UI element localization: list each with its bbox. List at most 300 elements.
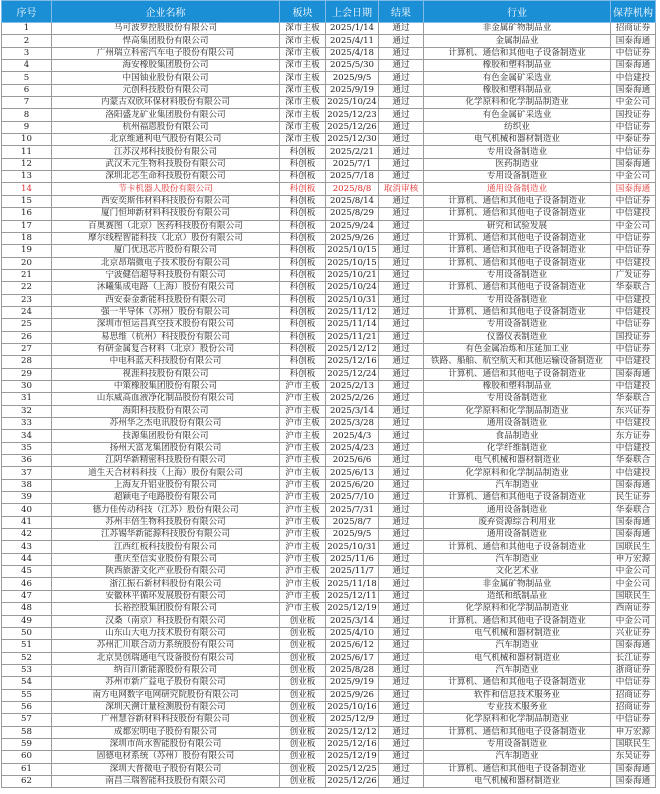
row-index: 50 [2,627,52,639]
sponsor: 兴业证券 [611,627,656,639]
company-name: 江阴华新精密科技股份有限公司 [52,455,280,467]
industry: 铁路、船舶、航空航天和其他运输设备制造业 [424,356,611,368]
result: 通过 [379,282,424,294]
row-index: 49 [2,615,52,627]
result: 通过 [379,504,424,516]
board: 科创板 [280,319,326,331]
sponsor: 中金公司 [611,566,656,578]
row-index: 61 [2,763,52,775]
result: 通过 [379,121,424,133]
company-name: 深圳市尚水智能股份有限公司 [52,738,280,750]
row-index: 29 [2,368,52,380]
table-row [2,282,656,294]
row-index: 1 [2,23,52,35]
company-name: 安徽林平循环发展股份有限公司 [52,590,280,602]
review-date: 2025/9/24 [326,220,379,232]
sponsor: 中信建投 [611,306,656,318]
industry: 橡胶和塑料制品业 [424,84,611,96]
board: 创业板 [280,664,326,676]
table-row [2,294,656,306]
result: 通过 [379,60,424,72]
table-row [2,467,656,479]
review-date: 2025/6/20 [326,479,379,491]
result: 通过 [379,442,424,454]
sponsor: 国泰海通 [611,183,656,195]
row-index: 3 [2,47,52,59]
company-name: 宁波健信超导科技股份有限公司 [52,269,280,281]
industry: 计算机、通信和其他电子设备制造业 [424,282,611,294]
sponsor: 国泰海通 [611,368,656,380]
sponsor: 中信建投 [611,208,656,220]
table-row [2,121,656,133]
board: 深市主板 [280,109,326,121]
row-index: 43 [2,541,52,553]
board: 科创板 [280,306,326,318]
industry: 计算机、通信和其他电子设备制造业 [424,492,611,504]
company-name: 固德电材系统（苏州）股份有限公司 [52,751,280,763]
result: 通过 [379,294,424,306]
sponsor: 国泰海通 [611,60,656,72]
industry: 通用设备制造业 [424,418,611,430]
result: 通过 [379,640,424,652]
sponsor: 中信建投 [611,467,656,479]
company-name: 中电科蓝天科技股份有限公司 [52,356,280,368]
table-row [2,442,656,454]
review-date: 2025/12/26 [327,121,377,132]
industry: 专用设备制造业 [424,393,611,405]
industry: 计算机、通信和其他电子设备制造业 [424,541,611,553]
review-date: 2025/11/7 [326,566,379,578]
result: 通过 [379,479,424,491]
company-name: 元创科技股份有限公司 [52,84,280,96]
review-date: 2025/2/13 [326,380,379,392]
industry: 计算机、通信和其他电子设备制造业 [424,306,611,318]
sponsor: 华泰联合 [611,282,656,294]
row-index: 52 [2,652,52,664]
review-date: 2025/3/14 [326,405,379,417]
sponsor: 中信建投 [611,72,656,84]
result: 通过 [379,664,424,676]
sponsor: 国联民生 [611,541,656,553]
sponsor: 东兴证券 [611,405,656,417]
industry: 研究和试验发展 [424,220,611,232]
board: 深市主板 [280,60,326,72]
table-row [2,158,656,170]
result: 通过 [379,541,424,553]
result: 通过 [379,677,424,689]
board: 科创板 [280,343,326,355]
company-name: 广州慧谷新材料科技股份有限公司 [52,714,280,726]
row-index: 53 [2,664,52,676]
company-name: 易思维（杭州）科技股份有限公司 [52,331,280,343]
review-date: 2025/4/11 [326,35,379,47]
table-row [2,319,656,331]
table-row [2,492,656,504]
result: 通过 [379,134,424,146]
table-row [2,171,656,183]
sponsor: 华泰联合 [611,504,656,516]
company-name: 内蒙古双欣环保材料股份有限公司 [52,97,280,109]
row-index: 23 [2,294,52,306]
row-index: 46 [2,578,52,590]
row-index: 37 [2,467,52,479]
table-row [2,380,656,392]
company-name: 江西红板科技股份有限公司 [52,541,280,553]
sponsor: 国泰海通 [611,516,656,528]
table-row [2,751,656,763]
company-name: 摩尔线程智能科技（北京）股份有限公司 [52,232,280,244]
sponsor: 国泰海通 [611,35,656,47]
table-row [2,208,656,220]
industry: 专用设备制造业 [424,269,611,281]
industry: 专用设备制造业 [424,171,611,183]
review-date: 2025/9/19 [326,84,379,96]
row-index: 20 [2,257,52,269]
row-index: 41 [2,516,52,528]
row-index: 19 [2,245,52,257]
industry: 专用设备制造业 [424,146,611,158]
table-row [2,356,656,368]
sponsor: 华泰联合 [611,455,656,467]
result: 通过 [379,146,424,158]
row-index: 62 [2,775,52,787]
row-index: 2 [2,35,52,47]
result: 通过 [379,47,424,59]
result: 通过 [379,418,424,430]
industry: 专用设备制造业 [424,294,611,306]
result: 通过 [379,455,424,467]
company-name: 广州瑞立科密汽车电子股份有限公司 [52,47,280,59]
table-row [2,146,656,158]
table-row [2,652,656,664]
row-index: 5 [2,72,52,84]
industry: 计算机、通信和其他电子设备制造业 [424,245,611,257]
row-index: 8 [2,109,52,121]
industry: 计算机、通信和其他电子设备制造业 [424,726,611,738]
table-row [2,245,656,257]
sponsor: 中金公司 [611,171,656,183]
result: 通过 [379,689,424,701]
industry: 计算机、通信和其他电子设备制造业 [424,615,611,627]
review-date: 2025/7/18 [326,171,379,183]
company-name: 超颖电子电路股份有限公司 [52,492,280,504]
industry: 有色金属矿采选业 [424,72,611,84]
table-row [2,47,656,59]
result: 通过 [379,171,424,183]
table-row [2,418,656,430]
board: 科创板 [280,232,326,244]
row-index: 35 [2,442,52,454]
review-date: 2025/12/26 [327,776,377,787]
table-row [2,430,656,442]
sponsor: 国泰海通 [611,640,656,652]
company-name: 西安奕斯伟材料科技股份有限公司 [52,195,280,207]
industry: 医药制造业 [424,158,611,170]
row-index: 11 [2,146,52,158]
industry: 计算机、通信和其他电子设备制造业 [424,208,611,220]
sponsor: 中信建投 [611,442,656,454]
board: 科创板 [280,220,326,232]
review-date: 2025/7/31 [326,504,379,516]
result: 通过 [379,306,424,318]
industry: 汽车制造业 [424,553,611,565]
review-date: 2025/12/24 [327,368,377,379]
sponsor: 申万宏源 [611,726,656,738]
row-index: 10 [2,134,52,146]
review-date: 2025/8/7 [326,516,379,528]
row-index: 60 [2,751,52,763]
result: 通过 [379,380,424,392]
review-date: 2025/12/19 [327,751,377,762]
review-date: 2025/12/16 [327,739,377,750]
table-row [2,516,656,528]
review-date: 2025/12/16 [327,356,377,367]
result: 通过 [379,615,424,627]
sponsor: 中信证券 [611,232,656,244]
result: 通过 [379,726,424,738]
review-date: 2025/4/23 [326,442,379,454]
result: 通过 [379,467,424,479]
table-row [2,677,656,689]
industry: 计算机、通信和其他电子设备制造业 [424,257,611,269]
row-index: 14 [2,183,52,195]
sponsor: 国投证券 [611,109,656,121]
sponsor: 国泰海通 [611,84,656,96]
row-index: 28 [2,356,52,368]
review-date: 2025/12/25 [327,763,377,774]
industry: 计算机、通信和其他电子设备制造业 [424,195,611,207]
sponsor: 中信建投 [611,418,656,430]
review-date: 2025/11/6 [326,553,379,565]
review-date: 2025/12/12 [327,344,377,355]
review-date: 2025/4/10 [326,627,379,639]
review-date: 2025/10/15 [327,245,377,256]
board: 科创板 [280,257,326,269]
sponsor: 长江证券 [611,652,656,664]
industry: 橡胶和塑料制品业 [424,380,611,392]
row-index: 17 [2,220,52,232]
industry: 汽车制造业 [424,640,611,652]
sponsor: 国泰海通 [611,775,656,787]
result: 通过 [379,319,424,331]
review-date: 2025/11/14 [327,319,377,330]
industry: 化学原料和化学制品制造业 [424,97,611,109]
review-date: 2025/2/26 [326,393,379,405]
board: 科创板 [280,171,326,183]
board: 深市主板 [280,35,326,47]
board: 创业板 [280,677,326,689]
sponsor: 中泰证券 [611,134,656,146]
table-row [2,479,656,491]
result: 通过 [379,220,424,232]
result: 通过 [379,232,424,244]
result: 通过 [379,245,424,257]
sponsor: 中信证券 [611,343,656,355]
review-date: 2025/8/8 [326,183,379,195]
company-name: 山东山大电力技术股份有限公司 [52,627,280,639]
industry: 通用设备制造业 [424,529,611,541]
review-date: 2025/10/31 [327,541,377,552]
result: 通过 [379,714,424,726]
board: 创业板 [280,726,326,738]
company-name: 扬州天富龙集团股份有限公司 [52,442,280,454]
table-row [2,738,656,750]
board: 沪市主板 [280,492,326,504]
review-date: 2025/12/12 [327,726,377,737]
board: 深市主板 [280,134,326,146]
row-index: 21 [2,269,52,281]
company-name: 深圳天溯计量检测股份有限公司 [52,701,280,713]
sponsor: 国联民生 [611,590,656,602]
review-date: 2025/8/29 [326,208,379,220]
board: 沪市主板 [280,541,326,553]
table-row [2,257,656,269]
company-name: 北京昊创瑞通电气设备股份有限公司 [52,652,280,664]
header-index: 序号 [2,1,52,23]
result: 通过 [379,516,424,528]
review-date: 2025/9/5 [326,72,379,84]
result: 通过 [379,393,424,405]
board: 沪市主板 [280,380,326,392]
table-row [2,763,656,775]
row-index: 51 [2,640,52,652]
board: 沪市主板 [280,590,326,602]
board: 深市主板 [280,72,326,84]
board: 科创板 [280,269,326,281]
review-date: 2025/7/10 [326,492,379,504]
review-date: 2025/12/11 [327,590,377,601]
header-result: 结果 [379,1,424,23]
board: 科创板 [280,331,326,343]
company-name: 南昌三瑞智能科技股份有限公司 [52,775,280,787]
result: 通过 [379,35,424,47]
board: 深市主板 [280,84,326,96]
row-index: 24 [2,306,52,318]
table-row [2,664,656,676]
row-index: 47 [2,590,52,602]
review-date: 2025/2/21 [326,146,379,158]
row-index: 22 [2,282,52,294]
result: 通过 [379,195,424,207]
sponsor: 国联民生 [611,738,656,750]
row-index: 57 [2,714,52,726]
company-name: 杭州福恩股份有限公司 [52,121,280,133]
board: 沪市主板 [280,566,326,578]
sponsor: 国泰海通 [611,158,656,170]
company-name: 成都宏明电子股份有限公司 [52,726,280,738]
review-date: 2025/12/19 [327,603,377,614]
industry: 金属制品业 [424,35,611,47]
review-date: 2025/7/1 [326,158,379,170]
review-date: 2025/8/28 [326,664,379,676]
result: 通过 [379,331,424,343]
board: 科创板 [280,356,326,368]
company-name: 南方电网数字电网研究院股份有限公司 [52,689,280,701]
review-date: 2025/6/17 [326,652,379,664]
result: 通过 [379,208,424,220]
row-index: 44 [2,553,52,565]
sponsor: 招商证券 [611,701,656,713]
table-row [2,615,656,627]
result: 通过 [379,652,424,664]
row-index: 54 [2,677,52,689]
industry: 仪器仪表制造业 [424,331,611,343]
row-index: 31 [2,393,52,405]
industry: 电气机械和器材制造业 [424,134,611,146]
sponsor: 中信证券 [611,146,656,158]
row-index: 12 [2,158,52,170]
review-date: 2025/10/24 [327,282,377,293]
result: 通过 [379,553,424,565]
result: 通过 [379,97,424,109]
row-index: 13 [2,171,52,183]
industry: 废弃资源综合利用业 [424,516,611,528]
board: 科创板 [280,146,326,158]
review-date: 2025/6/12 [326,640,379,652]
row-index: 7 [2,97,52,109]
table-row [2,775,656,787]
industry: 电气机械和器材制造业 [424,775,611,787]
industry: 计算机、通信和其他电子设备制造业 [424,47,611,59]
table-row [2,183,656,195]
table-row [2,553,656,565]
review-date: 2025/12/9 [326,714,379,726]
table-row [2,726,656,738]
header-company: 企业名称 [52,1,280,23]
table-row [2,134,656,146]
header-date: 上会日期 [326,1,379,23]
board: 创业板 [280,689,326,701]
board: 沪市主板 [280,442,326,454]
company-name: 深圳北芯生命科技股份有限公司 [52,171,280,183]
table-row [2,689,656,701]
result: 通过 [379,84,424,96]
company-name: 强一半导体（苏州）股份有限公司 [52,306,280,318]
board: 沪市主板 [280,479,326,491]
company-name: 厦门优迅芯片股份有限公司 [52,245,280,257]
result: 通过 [379,590,424,602]
table-row [2,331,656,343]
company-name: 洛阳盛龙矿业集团股份有限公司 [52,109,280,121]
company-name: 中策橡胶集团股份有限公司 [52,380,280,392]
row-index: 40 [2,504,52,516]
result: 通过 [379,72,424,84]
review-date: 2025/9/5 [326,529,379,541]
industry: 化学原料和化学制品制造业 [424,467,611,479]
industry: 计算机、通信和其他电子设备制造业 [424,368,611,380]
industry: 通用设备制造业 [424,183,611,195]
industry: 橡胶和塑料制品业 [424,60,611,72]
board: 深市主板 [280,23,326,35]
review-date: 2025/10/15 [327,257,377,268]
result: 通过 [379,566,424,578]
review-date: 2025/3/28 [326,418,379,430]
sponsor: 中信证券 [611,245,656,257]
table-row [2,72,656,84]
company-name: 武汉禾元生物科技股份有限公司 [52,158,280,170]
industry: 造纸和纸制品业 [424,590,611,602]
result: 通过 [379,158,424,170]
board: 创业板 [280,738,326,750]
sponsor: 华泰联合 [611,393,656,405]
table-row [2,578,656,590]
result: 通过 [379,701,424,713]
table-row [2,566,656,578]
sponsor: 国泰海通 [611,529,656,541]
sponsor: 中金公司 [611,220,656,232]
table-row [2,269,656,281]
board: 沪市主板 [280,578,326,590]
